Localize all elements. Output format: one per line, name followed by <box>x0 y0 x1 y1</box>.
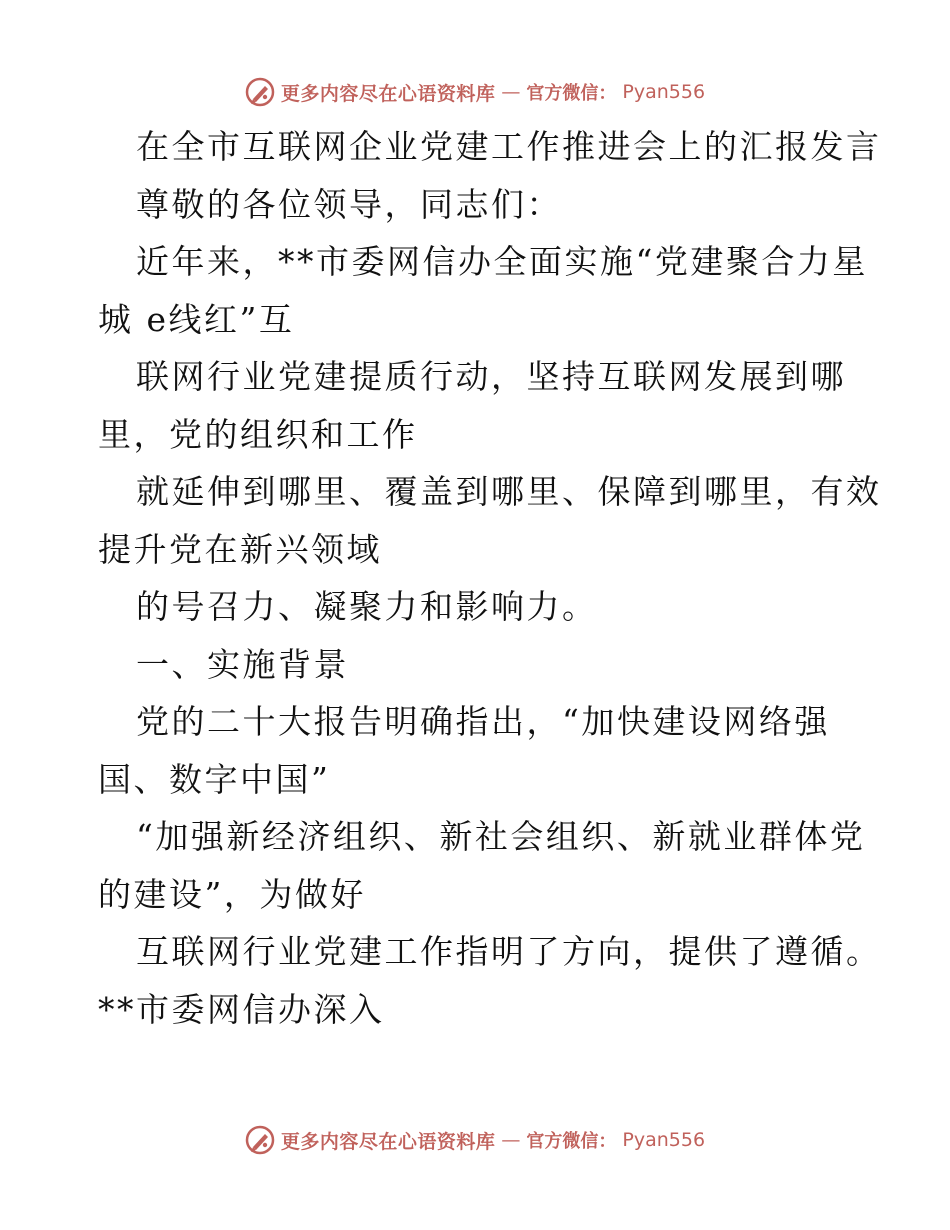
section-heading: 一、实施背景 <box>136 644 349 684</box>
watermark-dash: — <box>501 1129 521 1151</box>
pen-logo-icon <box>245 77 275 107</box>
paragraph-line: 就延伸到哪里、覆盖到哪里、保障到哪里，有效 <box>136 472 882 511</box>
paragraph-line: **市委网信办深入 <box>98 989 385 1029</box>
document-title: 在全市互联网企业党建工作推进会上的汇报发言 <box>136 127 882 166</box>
paragraph-line: 的建设”，为做好 <box>98 874 366 914</box>
paragraph-line: 城 e线红”互 <box>98 299 295 339</box>
paragraph-line: 近年来，**市委网信办全面实施“党建聚合力星 <box>136 242 868 281</box>
salutation: 尊敬的各位领导，同志们： <box>136 184 562 224</box>
paragraph-line: 联网行业党建提质行动，坚持互联网发展到哪 <box>136 357 846 396</box>
pen-logo-icon <box>245 1125 275 1155</box>
paragraph-line: “加强新经济组织、新社会组织、新就业群体党 <box>136 817 866 856</box>
paragraph-line: 互联网行业党建工作指明了方向，提供了遵循。 <box>136 932 882 971</box>
document-body <box>98 118 882 1038</box>
paragraph-line: 提升党在新兴领域 <box>98 529 382 569</box>
watermark-official-label: 官方微信： <box>526 1131 617 1152</box>
paragraph-line: 的号召力、凝聚力和影响力。 <box>136 587 598 626</box>
footer-watermark <box>0 1120 950 1160</box>
watermark-wechat-id: Pyan556 <box>622 81 706 103</box>
paragraph-line: 里，党的组织和工作 <box>98 414 418 454</box>
watermark-text: 更多内容尽在心语资料库 <box>280 82 496 105</box>
watermark-wechat-id: Pyan556 <box>622 1129 706 1151</box>
watermark-official-label: 官方微信： <box>526 83 617 104</box>
watermark-dash: — <box>501 81 521 103</box>
watermark-text: 更多内容尽在心语资料库 <box>280 1130 496 1153</box>
header-watermark <box>0 72 950 112</box>
paragraph-line: 党的二十大报告明确指出，“加快建设网络强 <box>136 702 830 741</box>
paragraph-line: 国、数字中国” <box>98 759 331 799</box>
